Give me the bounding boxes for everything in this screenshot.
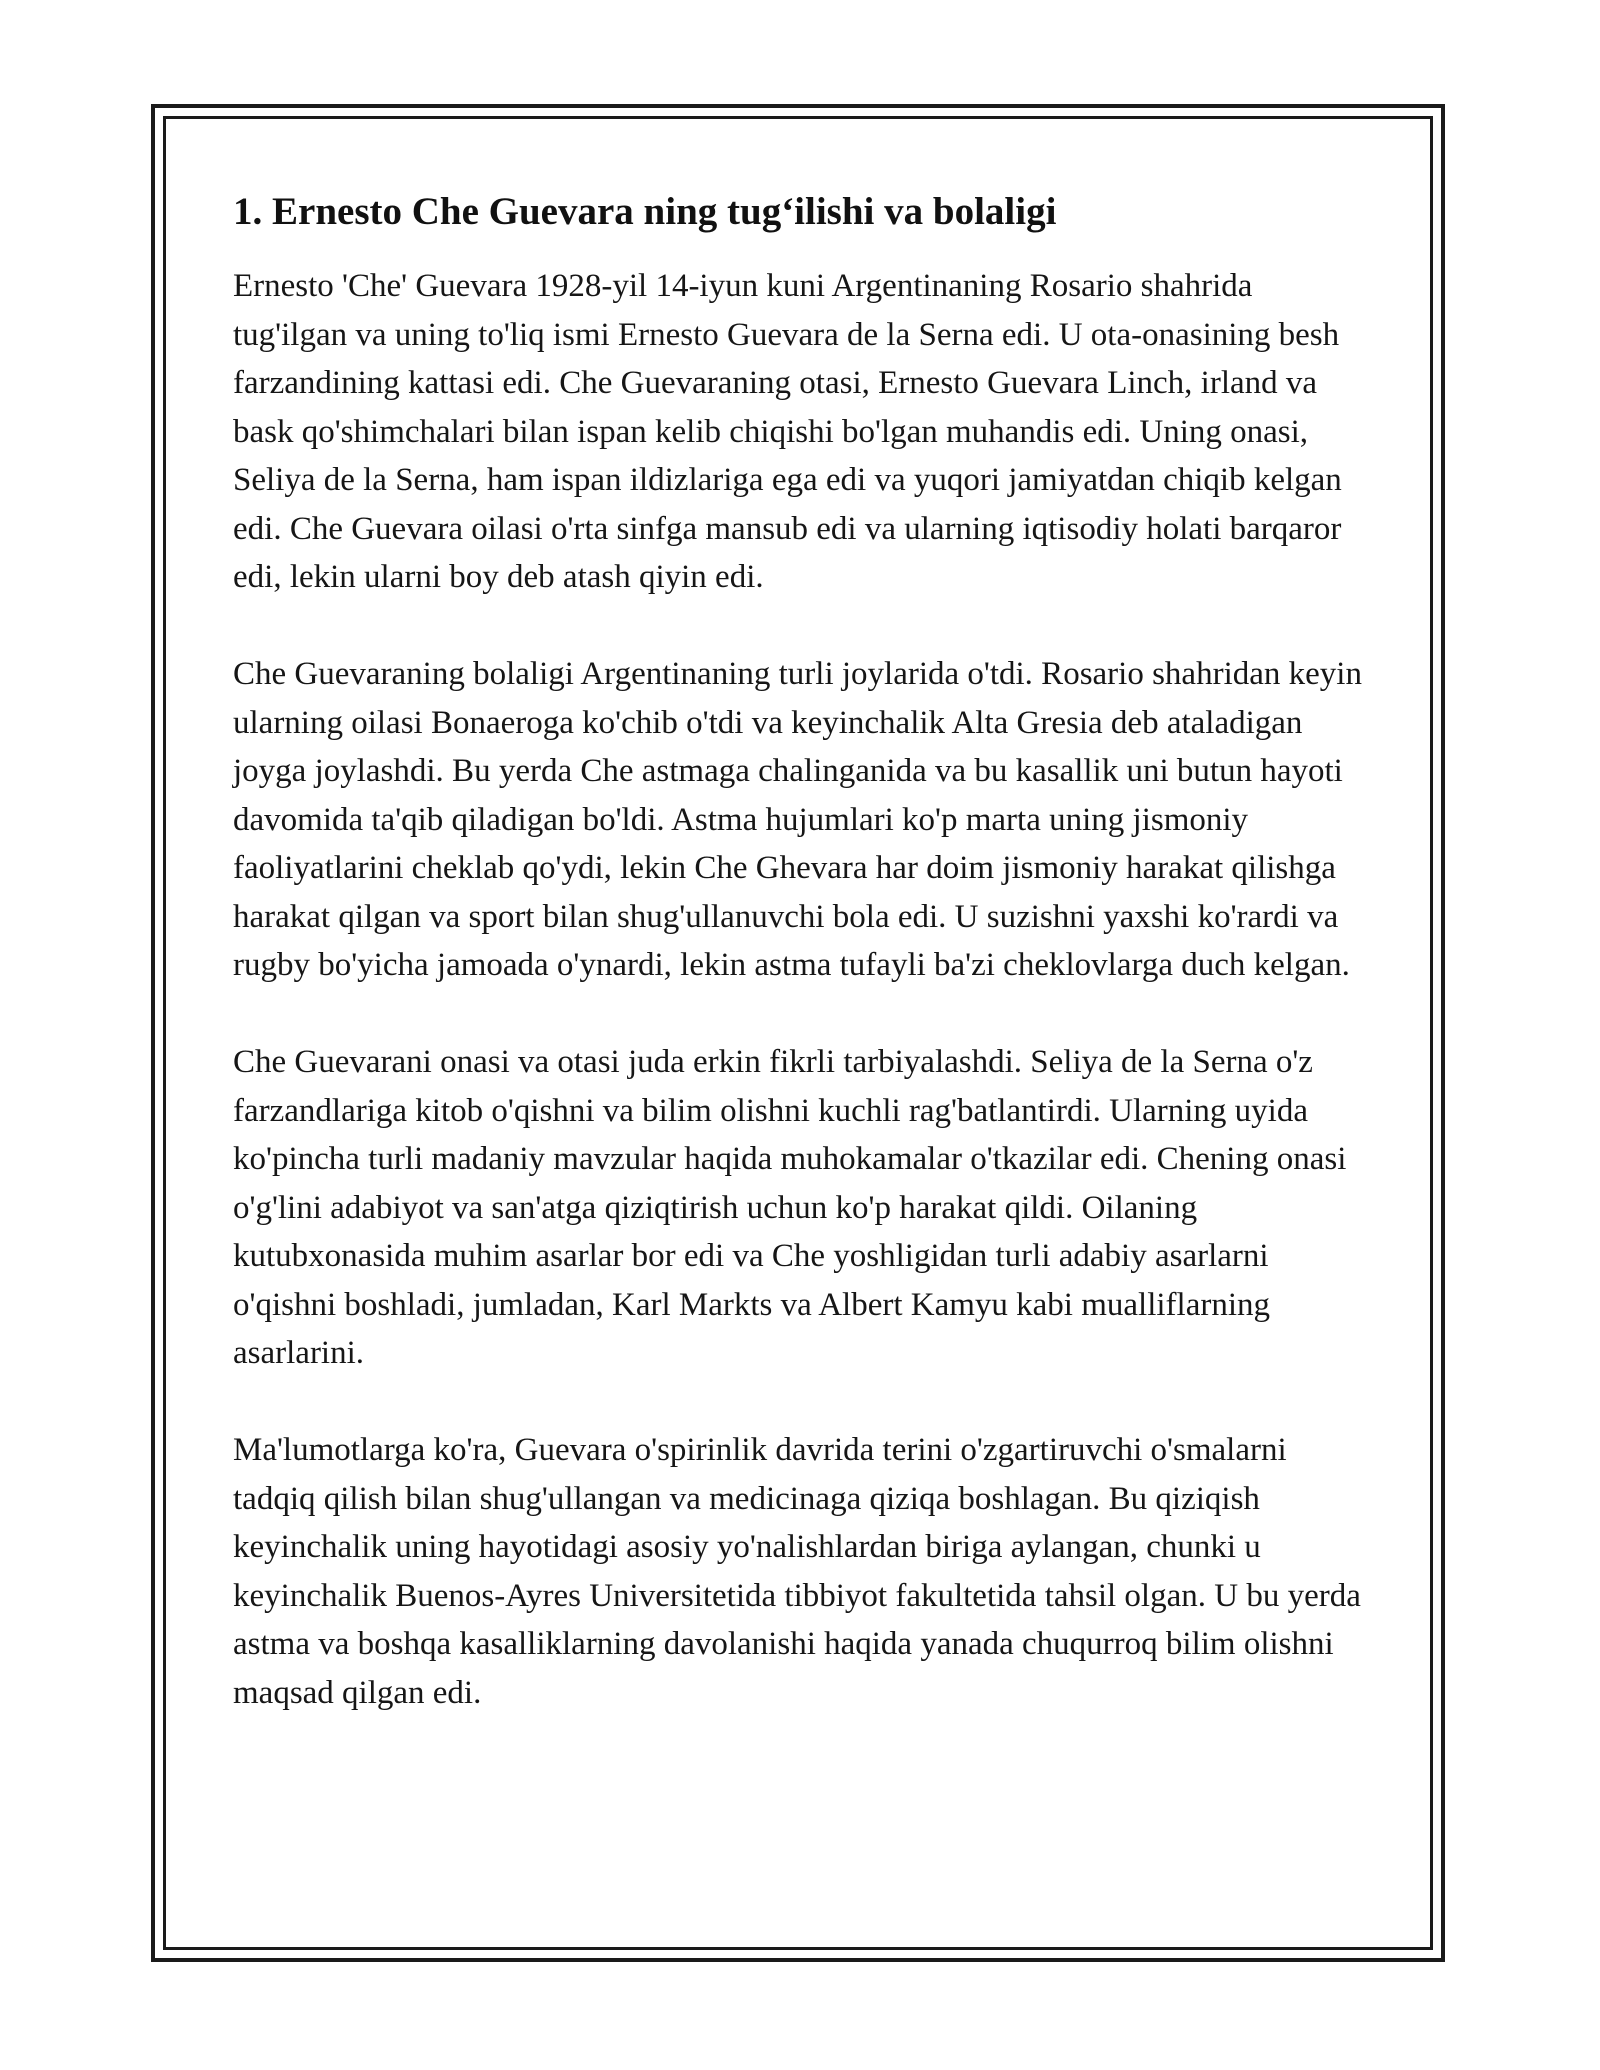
paragraph-birth-family: Ernesto 'Che' Guevara 1928-yil 14-iyun kuni Argentinaning Rosario shahrida tug'ilgan va uning to'liq ismi Ernesto Guevara de la Serna edi. U ota-onasining besh farzandining kattasi edi. Che Guevaraning otasi, Ernesto Guevara Linch, irland va bask qo'shimchalari bilan ispan kelib chiqishi bo'lgan muhandis edi. Uning onasi, Seliya de la Serna, ham ispan ildizlariga ega edi va yuqori jamiyatdan chiqib kelgan edi. Che Guevara oilasi o'rta sinfga mansub edi va ularning iqtisodiy holati barqaror edi, lekin ularni boy deb atash qiyin edi. — [233, 268, 1342, 595]
paragraph-medicine-interest: Ma'lumotlarga ko'ra, Guevara o'spirinlik davrida terini o'zgartiruvchi o'smalarni tadqiq qilish bilan shug'ullangan va medicinaga qiziqa boshlagan. Bu qiziqish keyinchalik uning hayotidagi asosiy yo'nalishlardan biriga aylangan, chunki u keyinchalik Buenos-Ayres Universitetida tibbiyot fakultetida tahsil olgan. U bu yerda astma va boshqa kasalliklarning davolanishi haqida yanada chuqurroq bilim olishni maqsad qilgan edi. — [233, 1432, 1361, 1711]
paragraph-childhood-asthma: Che Guevaraning bolaligi Argentinaning turli joylarida o'tdi. Rosario shahridan keyin ularning oilasi Bonaeroga ko'chib o'tdi va keyinchalik Alta Gresia deb ataladigan joyga joylashdi. Bu yerda Che astmaga chalinganida va bu kasallik uni butun hayoti davomida ta'qib qiladigan bo'ldi. Astma hujumlari ko'p marta uning jismoniy faoliyatlarini cheklab qo'ydi, lekin Che Ghevara har doim jismoniy harakat qilishga harakat qilgan va sport bilan shug'ullanuvchi bola edi. U suzishni yaxshi ko'rardi va rugby bo'yicha jamoada o'ynardi, lekin astma tufayli ba'zi cheklovlarga duch kelgan. — [233, 656, 1362, 983]
paragraph-upbringing-reading: Che Guevarani onasi va otasi juda erkin fikrli tarbiyalashdi. Seliya de la Serna o'z farzandlariga kitob o'qishni va bilim olishni kuchli rag'batlantirdi. Ularning uyida ko'pincha turli madaniy mavzular haqida muhokamalar o'tkazilar edi. Chening onasi o'g'lini adabiyot va san'atga qiziqtirish uchun ko'p harakat qildi. Oilaning kutubxonasida muhim asarlar bor edi va Che yoshligidan turli adabiy asarlarni o'qishni boshladi, jumladan, Karl Markts va Albert Kamyu kabi mualliflarning asarlarini. — [233, 1044, 1347, 1371]
section-heading: 1. Ernesto Che Guevara ning tug‘ilishi va bolaligi — [233, 190, 1057, 233]
document-body — [233, 188, 1363, 1766]
